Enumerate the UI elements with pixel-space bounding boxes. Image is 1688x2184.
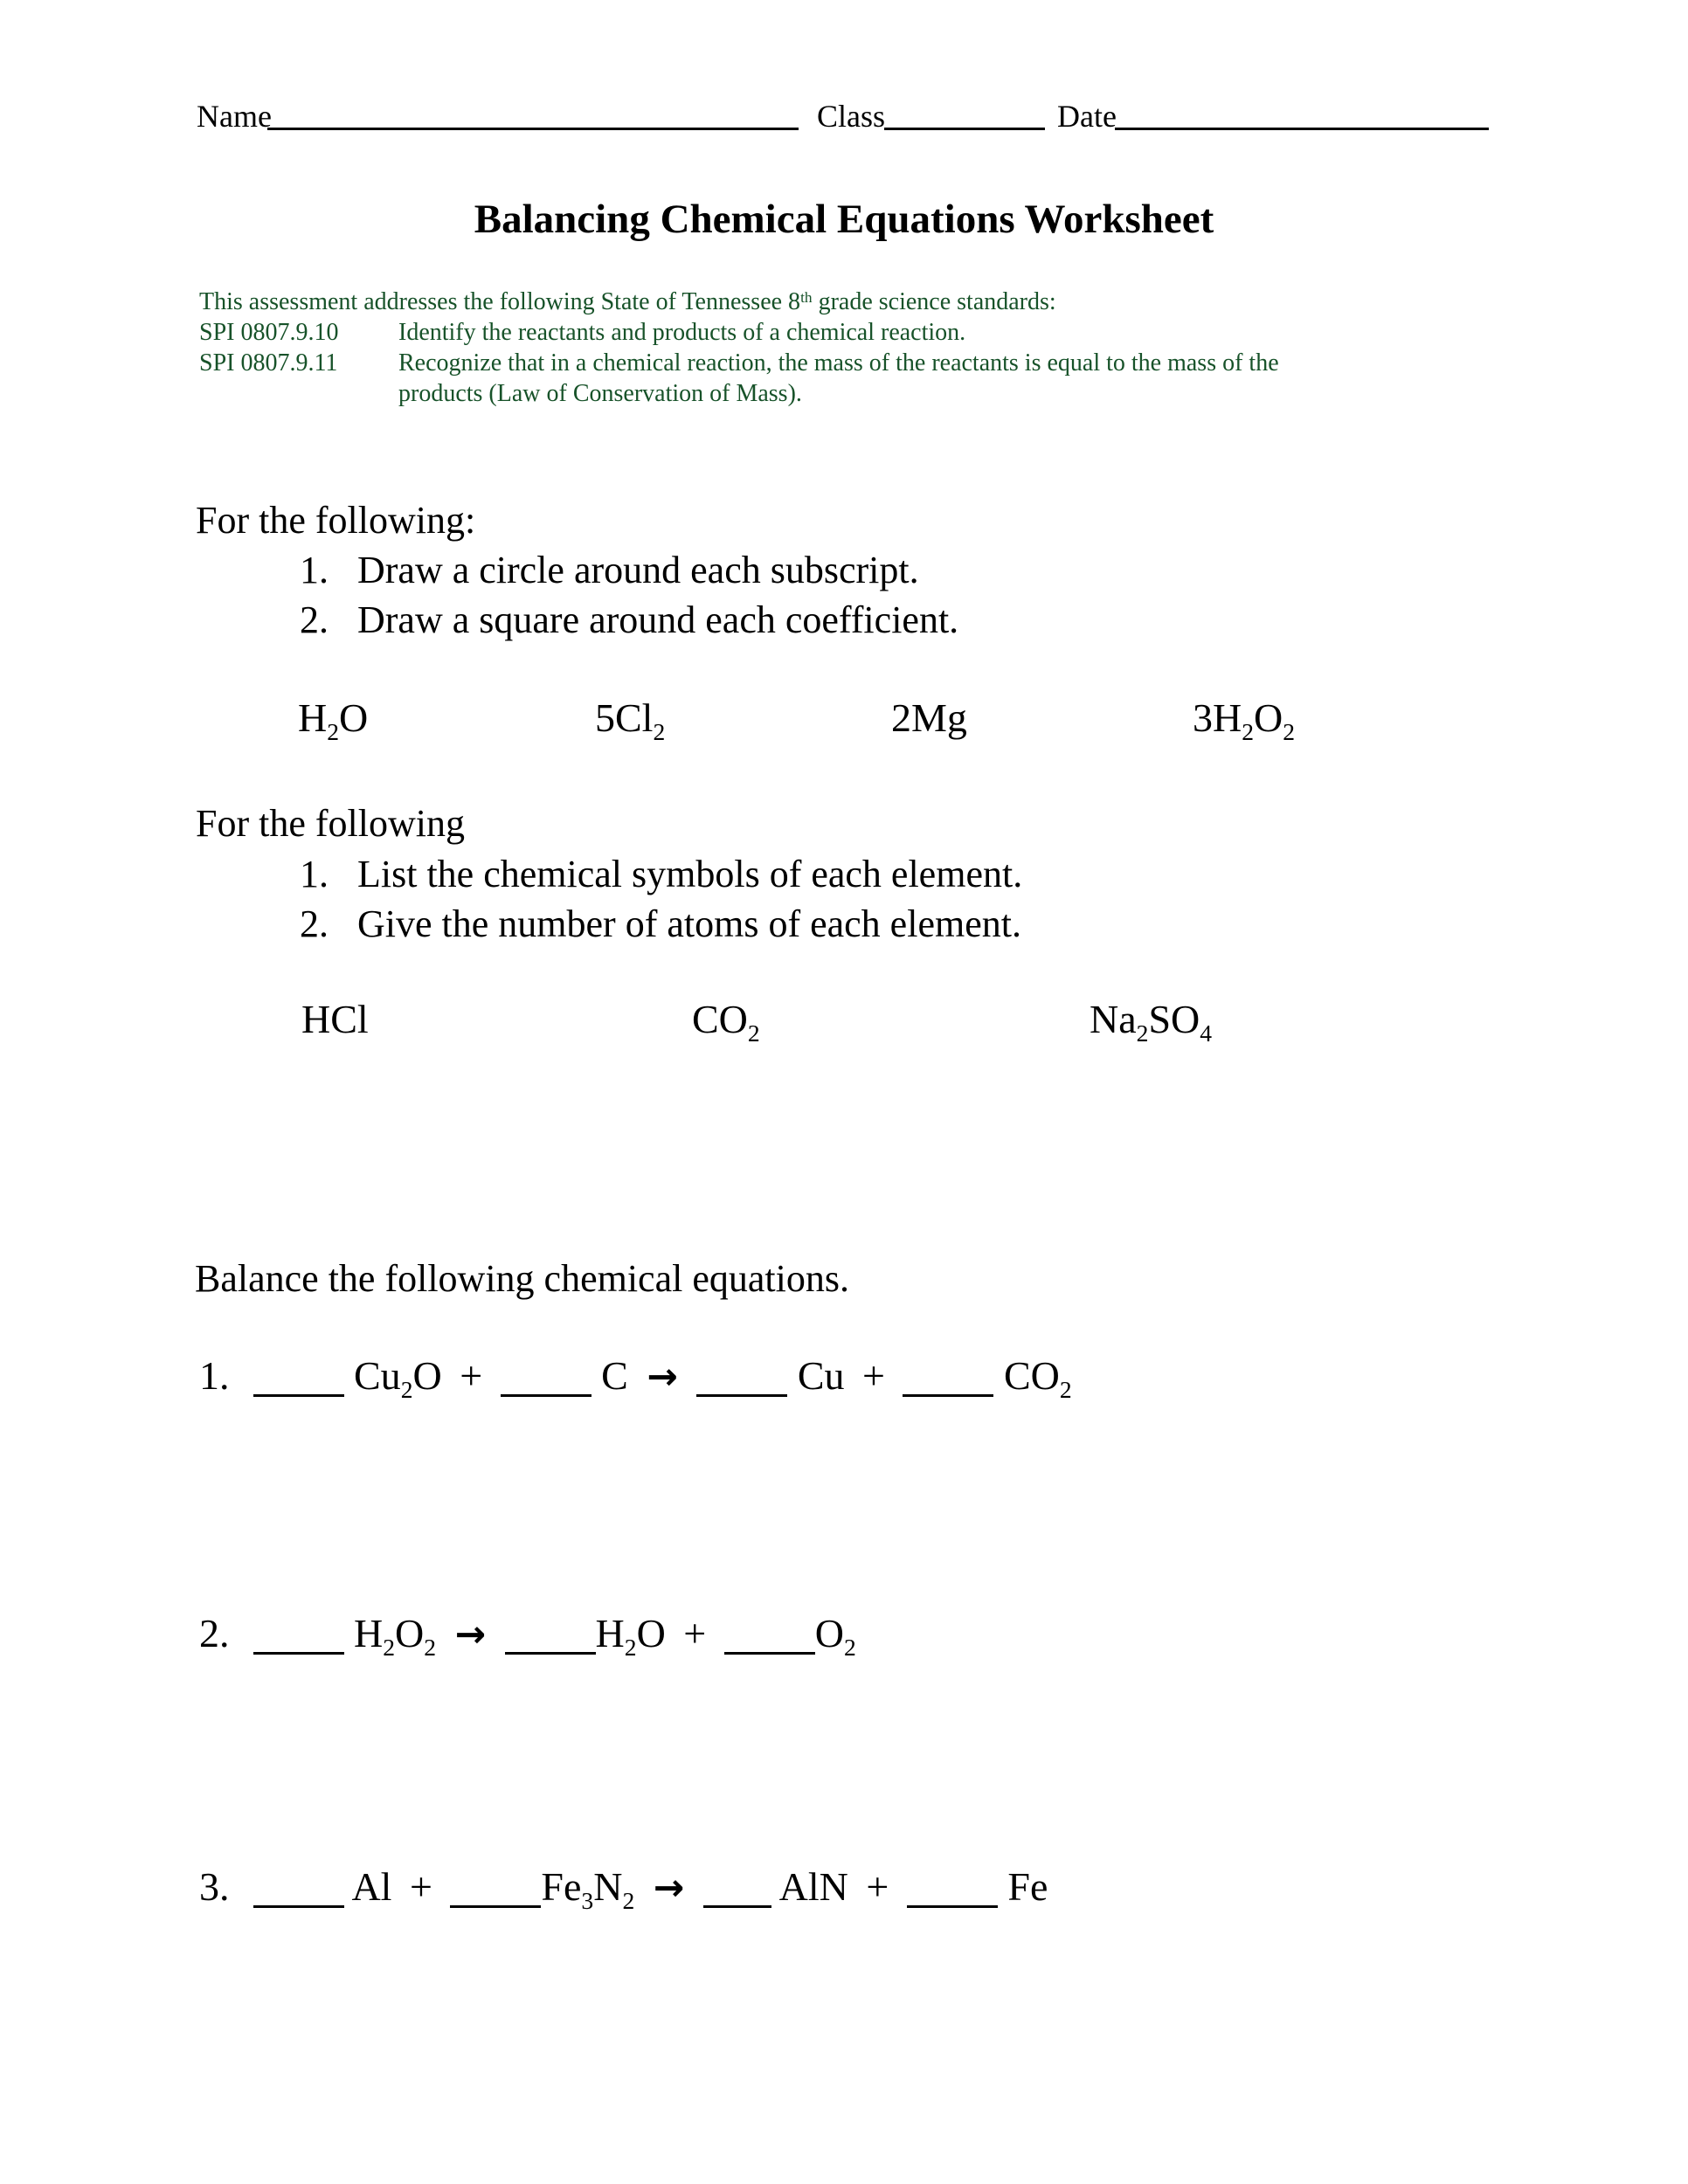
name-label: Name <box>197 99 272 134</box>
standards-intro-pre: This assessment addresses the following State of Tennessee 8 <box>199 288 801 315</box>
blank-line <box>724 1652 815 1655</box>
list-item-number: 1. <box>300 549 329 591</box>
list-item-text: Draw a square around each coefficient. <box>357 598 959 641</box>
reaction-arrow-icon: → <box>653 1866 685 1909</box>
equation-body: $Cu_2O + C \to Cu + CO_2$ <box>253 1353 1072 1398</box>
superscript-th: th <box>800 289 813 307</box>
standard-item-desc: products (Law of Conservation of Mass). <box>398 380 802 407</box>
class-blank-line <box>884 128 1045 130</box>
equation-row <box>199 1610 856 1662</box>
blank-line <box>903 1394 993 1397</box>
equation-body: $Al + Fe_3N_2$ → AlN + Fe <box>253 1864 1048 1909</box>
plus-operator: + <box>862 1353 885 1398</box>
subscript: 4 <box>1200 1019 1213 1047</box>
equation-number: 1. <box>199 1353 230 1398</box>
list-item-number: 1. <box>300 853 329 895</box>
subscript: 2 <box>327 718 340 746</box>
blank-line <box>703 1905 771 1908</box>
standard-item-code: SPI 0807.9.11 <box>199 349 338 377</box>
formula: $3H_2O_2$ <box>1193 695 1296 746</box>
subscript: 2 <box>383 1634 396 1662</box>
subscript: 2 <box>400 1376 413 1404</box>
name-blank-line <box>267 128 799 130</box>
equation-number: 3. <box>199 1864 230 1909</box>
formula: $Na_2SO_4$ <box>1090 997 1213 1047</box>
reaction-arrow-icon: → <box>454 1613 487 1655</box>
reaction-arrow-icon: → <box>647 1355 678 1398</box>
page-title: Balancing Chemical Equations Worksheet <box>474 197 1214 242</box>
blank-line <box>907 1905 998 1908</box>
equation-row <box>199 1863 1048 1915</box>
subscript: 3 <box>581 1887 594 1915</box>
plus-operator: + <box>683 1611 707 1655</box>
standards-intro <box>199 288 1056 316</box>
subscript: 2 <box>747 1019 760 1047</box>
standards-intro-post: grade science standards: <box>812 288 1056 315</box>
standard-item-desc: Identify the reactants and products of a chemical reaction. <box>398 319 966 346</box>
blank-line <box>253 1652 344 1655</box>
section-heading: For the following: <box>196 499 476 542</box>
formula: HCl <box>301 997 369 1041</box>
formula: 2Mg <box>891 695 967 740</box>
equation-number: 2. <box>199 1611 230 1655</box>
formula: $5Cl_2$ <box>595 695 666 746</box>
subscript: 2 <box>1283 718 1296 746</box>
subscript: 2 <box>1136 1019 1149 1047</box>
formula: $CO_2$ <box>692 997 760 1047</box>
standard-item-code: SPI 0807.9.10 <box>199 319 339 346</box>
blank-line <box>501 1394 591 1397</box>
blank-line <box>450 1905 541 1908</box>
subscript: 2 <box>653 718 666 746</box>
subscript: 2 <box>1242 718 1255 746</box>
formula: $H_2O$ <box>298 695 369 746</box>
balance-heading: Balance the following chemical equations. <box>195 1257 849 1300</box>
subscript: 2 <box>1059 1376 1072 1404</box>
blank-line <box>253 1394 344 1397</box>
class-label: Class <box>817 99 886 134</box>
list-item-text: Give the number of atoms of each element. <box>357 902 1021 945</box>
subscript: 2 <box>424 1634 437 1662</box>
date-label: Date <box>1057 99 1117 134</box>
date-blank-line <box>1115 128 1489 130</box>
section-heading: For the following <box>196 802 465 845</box>
list-item-text: List the chemical symbols of each element. <box>357 853 1023 895</box>
subscript: 2 <box>624 1634 637 1662</box>
blank-line <box>696 1394 787 1397</box>
subscript: 2 <box>622 1887 635 1915</box>
equation-row <box>199 1352 1072 1404</box>
blank-line <box>253 1905 344 1908</box>
list-item-number: 2. <box>300 902 329 945</box>
plus-operator: + <box>866 1864 889 1909</box>
list-item-number: 2. <box>300 598 329 641</box>
list-item-text: Draw a circle around each subscript. <box>357 549 919 591</box>
standard-item-desc: Recognize that in a chemical reaction, the mass of the reactants is equal to the mass of the <box>398 349 1279 377</box>
subscript: 2 <box>843 1634 856 1662</box>
plus-operator: + <box>409 1864 432 1909</box>
blank-line <box>505 1652 596 1655</box>
plus-operator: + <box>460 1353 483 1398</box>
equation-body: $H_2O_2 \to H_2O + O_2$ <box>253 1611 856 1655</box>
